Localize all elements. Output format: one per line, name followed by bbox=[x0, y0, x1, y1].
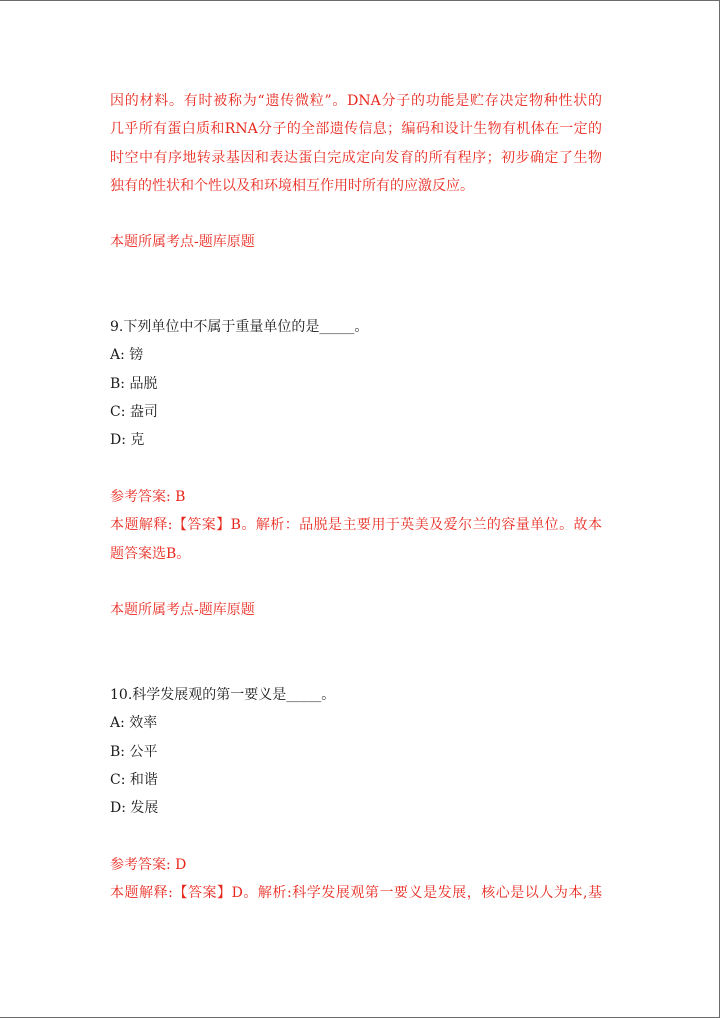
prev-explanation-line-4: 独有的性状和个性以及和环境相互作用时所有的应激反应。 bbox=[110, 178, 474, 194]
page-top-border bbox=[0, 0, 720, 1]
q9-source-tag: 本题所属考点-题库原题 bbox=[110, 602, 255, 618]
q9-answer: 参考答案: B bbox=[110, 489, 186, 505]
q9-option-a: A: 镑 bbox=[110, 347, 144, 363]
q9-option-c: C: 盎司 bbox=[110, 404, 158, 420]
prev-explanation-line-3: 时空中有序地转录基因和表达蛋白完成定向发育的所有程序；初步确定了生物 bbox=[110, 150, 602, 166]
q9-option-d: D: 克 bbox=[110, 432, 145, 448]
q10-option-b: B: 公平 bbox=[110, 744, 158, 760]
q9-explanation-line-2: 题答案选B。 bbox=[110, 546, 191, 562]
q10-answer: 参考答案: D bbox=[110, 857, 187, 873]
prev-source-tag: 本题所属考点-题库原题 bbox=[110, 234, 255, 250]
prev-explanation-line-2: 几乎所有蛋白质和RNA分子的全部遗传信息；编码和设计生物有机体在一定的 bbox=[110, 121, 602, 137]
prev-explanation-line-1: 因的材料。有时被称为“遗传微粒”。DNA分子的功能是贮存决定物种性状的 bbox=[110, 93, 602, 109]
q9-explanation-line-1: 本题解释:【答案】B。解析：品脱是主要用于英美及爱尔兰的容量单位。故本 bbox=[110, 517, 602, 533]
q10-option-c: C: 和谐 bbox=[110, 772, 158, 788]
q10-option-d: D: 发展 bbox=[110, 800, 159, 816]
q10-option-a: A: 效率 bbox=[110, 715, 158, 731]
q10-stem: 10.科学发展观的第一要义是_____。 bbox=[110, 687, 336, 703]
q9-stem: 9.下列单位中不属于重量单位的是_____。 bbox=[110, 319, 369, 335]
q10-explanation-line-1: 本题解释:【答案】D。解析:科学发展观第一要义是发展，核心是以人为本,基 bbox=[110, 885, 602, 901]
q9-option-b: B: 品脱 bbox=[110, 376, 158, 392]
